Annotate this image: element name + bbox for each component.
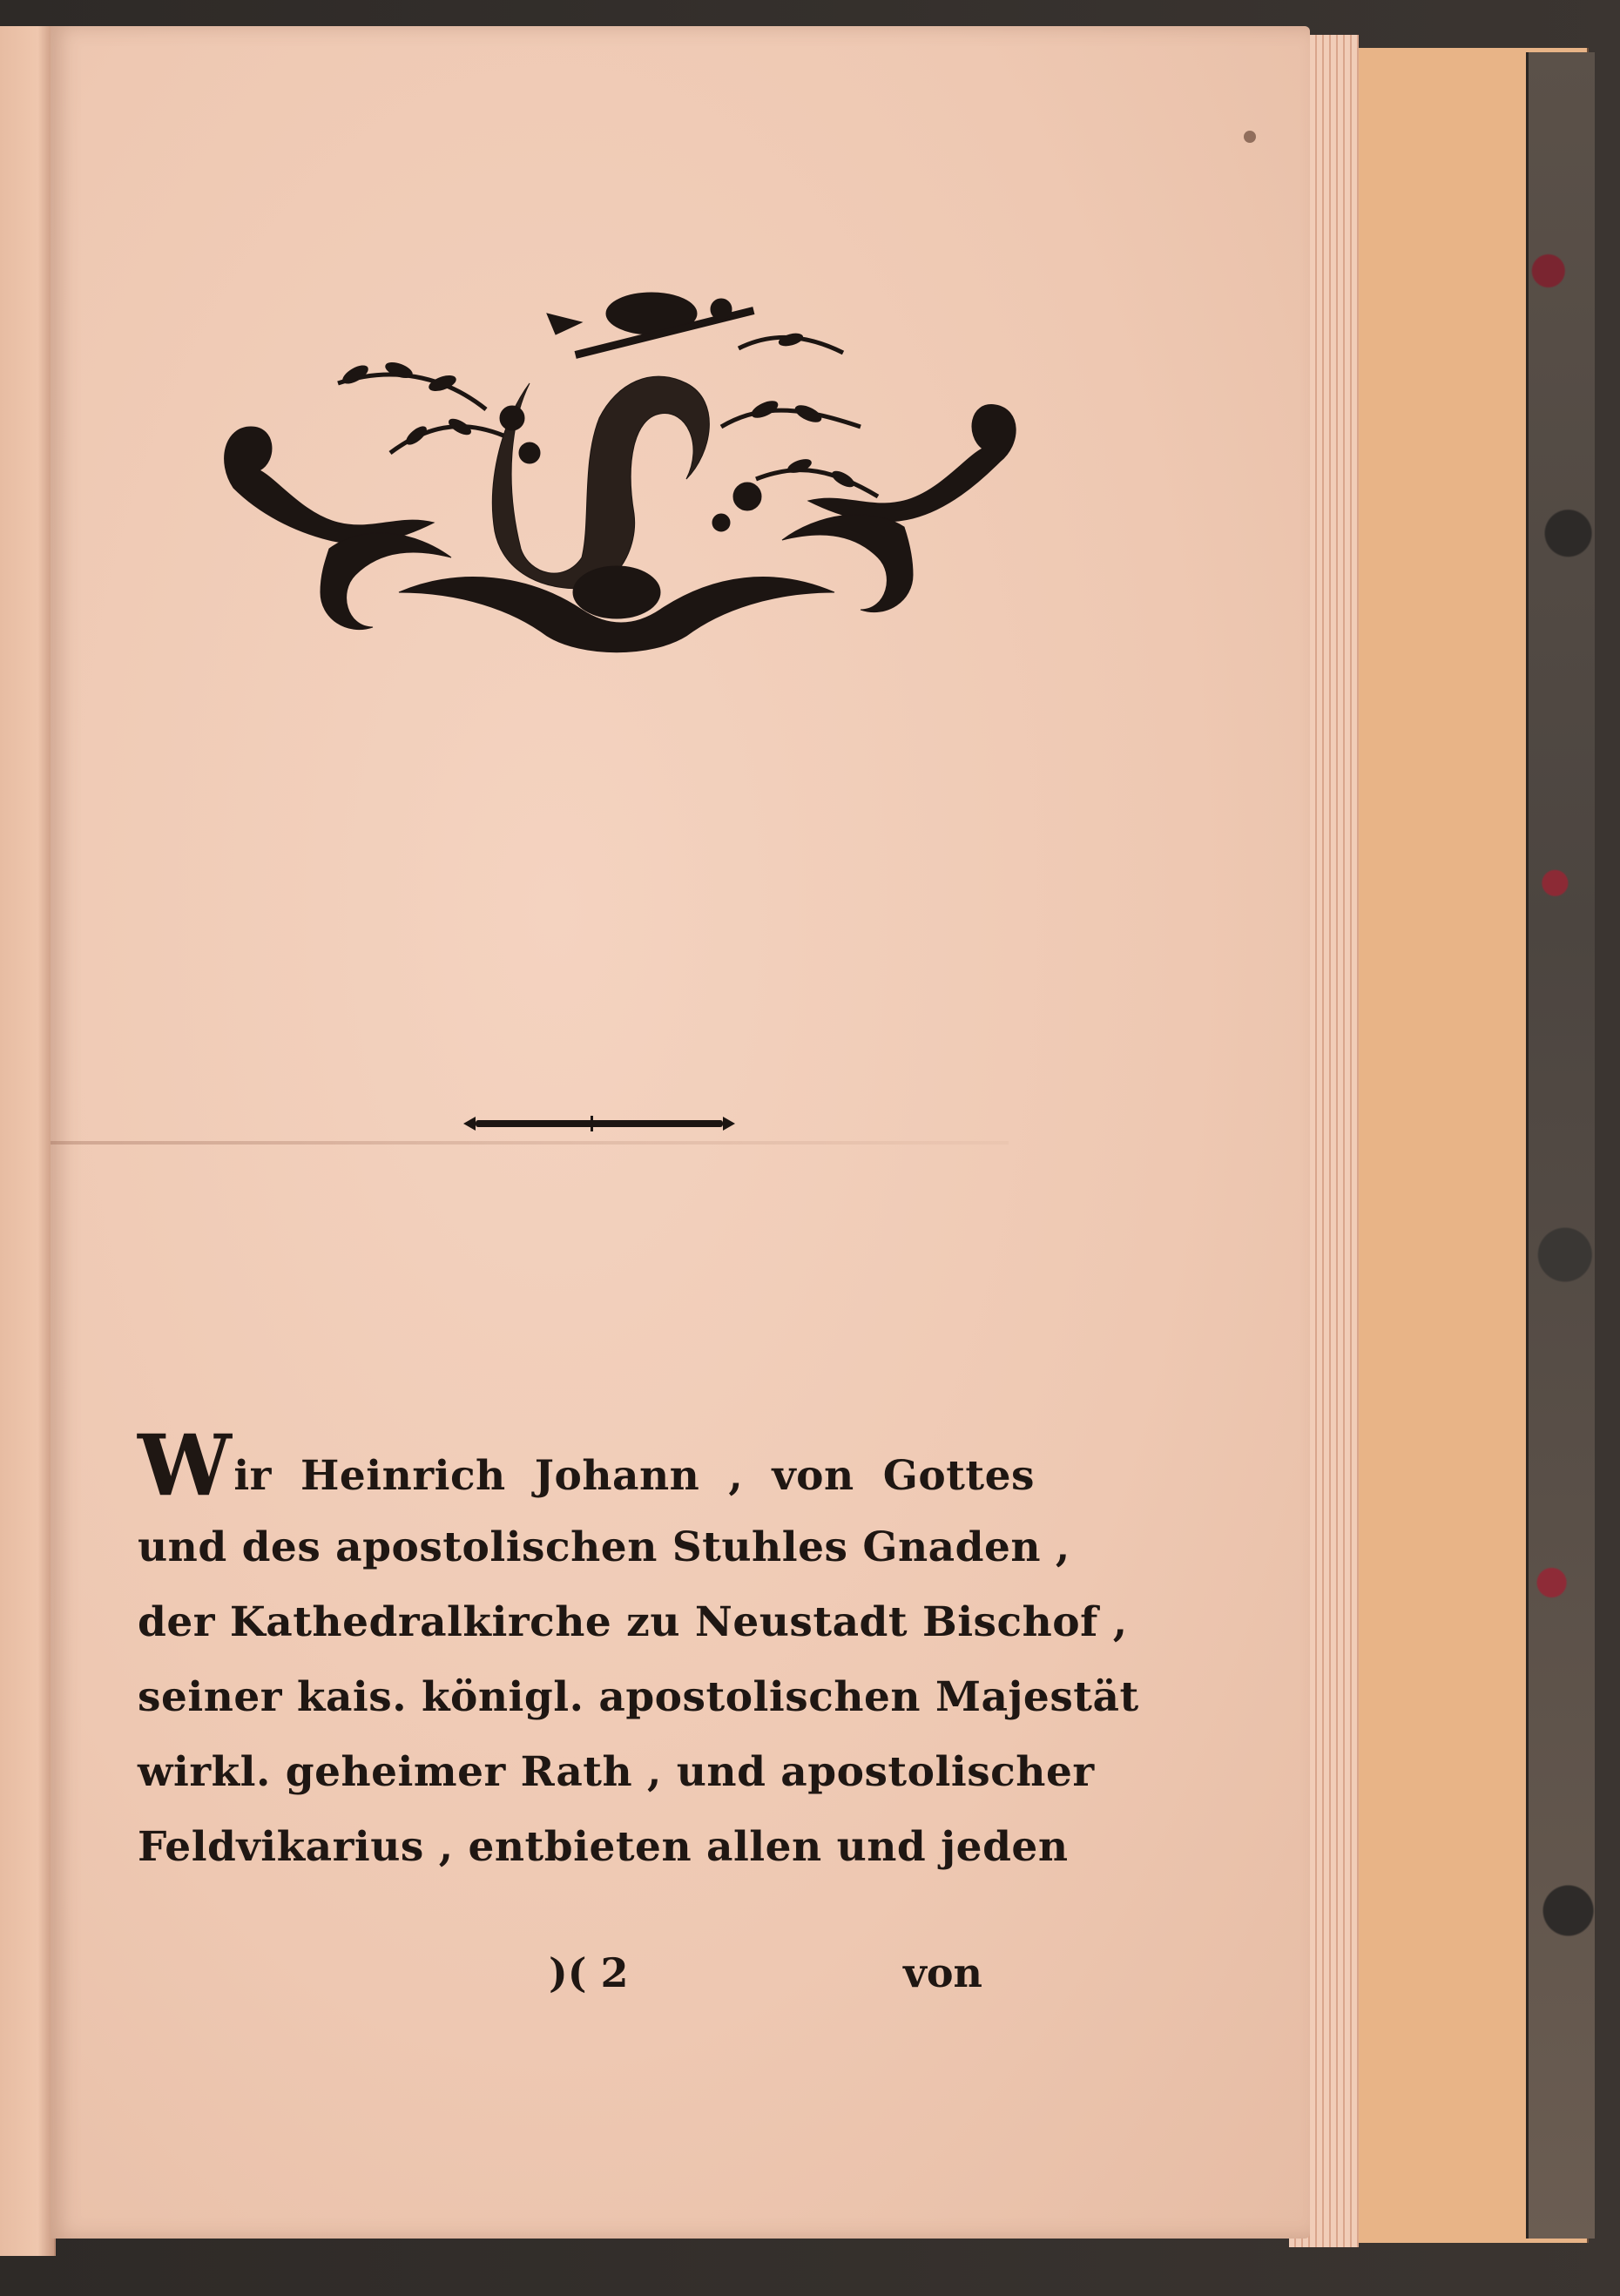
text-line-2: und des apostolischen Stuhles Gnaden , [138,1523,1070,1571]
text-line-1 [138,1416,1035,1515]
marbled-spine [1526,52,1595,2239]
book-page [51,26,1310,2239]
catchword: von [903,1949,982,1996]
page-fold-crease [51,1141,1009,1145]
page-footer [138,1949,1035,2010]
drop-initial: W [138,1416,233,1515]
text-line-1-rest: ir Heinrich Johann , von Gottes [233,1452,1035,1500]
rococo-vignette-ornament [199,261,1035,679]
ink-spot [1244,131,1256,143]
text-line-4: seiner kais. königl. apostolischen Majestät [138,1673,1139,1721]
ornamental-rule [460,1111,739,1137]
text-line-6: Feldvikarius , entbieten allen und jeden [138,1823,1069,1871]
text-line-5: wirkl. geheimer Rath , und apostolischer [138,1748,1095,1796]
text-line-3: der Kathedralkirche zu Neustadt Bischof , [138,1598,1128,1646]
signature-mark: )( 2 [549,1949,629,1996]
left-facing-page [0,26,56,2256]
body-text [138,1416,1139,1885]
